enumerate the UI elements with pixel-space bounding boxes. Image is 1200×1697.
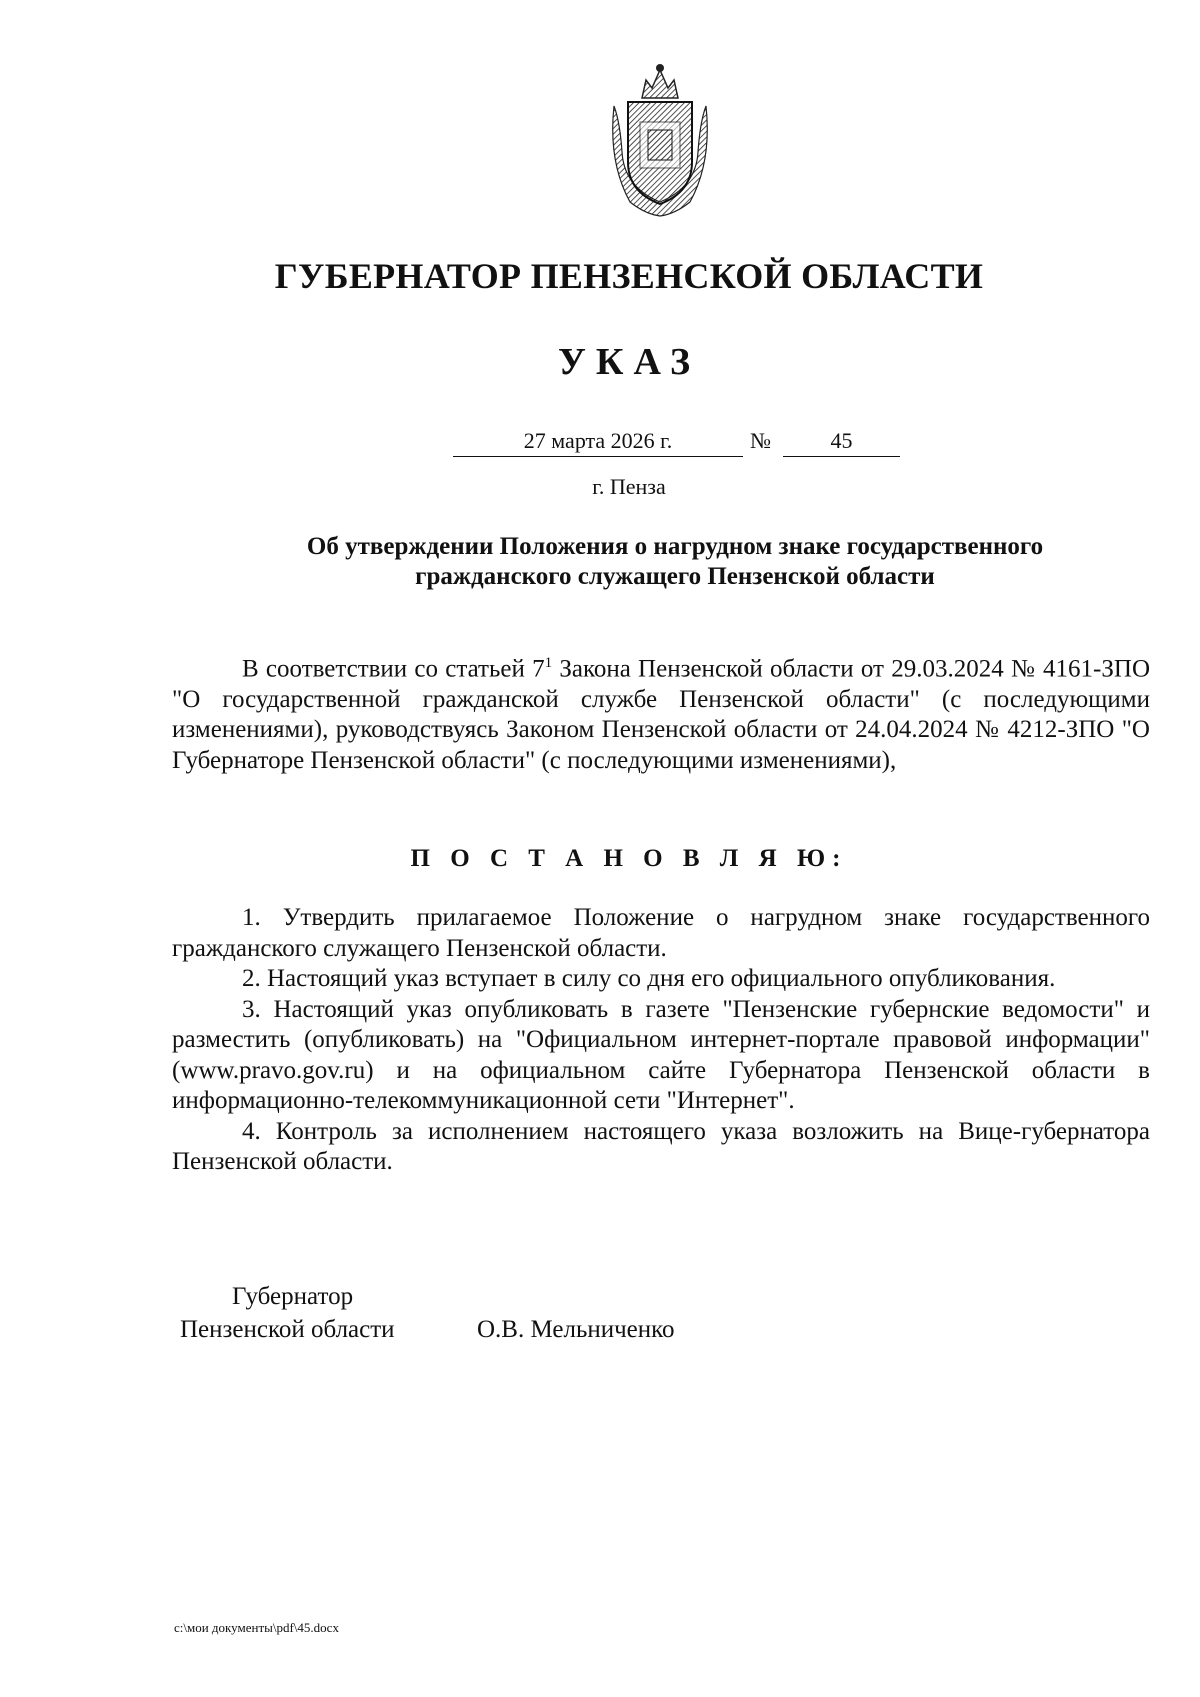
file-path: c:\мои документы\pdf\45.docx xyxy=(174,1620,339,1635)
city-name: г. Пенза xyxy=(592,474,666,499)
coat-of-arms-icon xyxy=(600,62,720,222)
document-number: 45 xyxy=(783,428,900,457)
document-type: УКАЗ xyxy=(558,341,700,383)
article-superscript: 1 xyxy=(544,655,553,671)
preamble-part-2: Закона Пензенской области от 29.03.2024 № 4161-ЗПО "О государственной гражданской службе Пензенской области" (с последующими изменениями), руководствуясь Законом Пензенской области от 24.04.2024 № 4212-ЗПО "О Губернаторе Пензенской области" (с последующими изменениями), xyxy=(172,655,1150,774)
document-subject xyxy=(200,532,1150,592)
issuing-authority: ГУБЕРНАТОР ПЕНЗЕНСКОЙ ОБЛАСТИ xyxy=(274,256,984,296)
date-number-line xyxy=(453,428,913,458)
decree-item: 1. Утвердить прилагаемое Положение о нагрудном знаке государственного гражданского служащего Пензенской области. xyxy=(172,904,1150,962)
subject-line-2: гражданского служащего Пензенской области xyxy=(415,563,935,590)
decree-items xyxy=(172,903,1150,1178)
decree-item: 2. Настоящий указ вступает в силу со дня его официального опубликования. xyxy=(242,965,1056,992)
document-date: 27 марта 2026 г. xyxy=(453,428,743,457)
signatory-name: О.В. Мельниченко xyxy=(477,1316,675,1343)
preamble-part-1: В соответствии со статьей 7 xyxy=(242,655,545,683)
signatory-region: Пензенской области xyxy=(180,1316,395,1343)
preamble-paragraph xyxy=(172,648,1150,776)
decree-item: 3. Настоящий указ опубликовать в газете "Пензенские губернские ведомости" и разместить (опубликовать) на "Официальном интернет-портале правовой информации" (www.pravo.gov.ru) и на официальном сайте Губернатора Пензенской области в информационно-телекоммуникационной сети "Интернет". xyxy=(172,995,1150,1114)
number-sign: № xyxy=(750,428,771,453)
subject-line-1: Об утверждении Положения о нагрудном знаке государственного xyxy=(306,533,1044,560)
decree-heading: П О С Т А Н О В Л Я Ю: xyxy=(410,845,848,872)
decree-item: 4. Контроль за исполнением настоящего указа возложить на Вице-губернатора Пензенской области. xyxy=(172,1117,1150,1175)
signatory-title: Губернатор xyxy=(232,1283,354,1310)
